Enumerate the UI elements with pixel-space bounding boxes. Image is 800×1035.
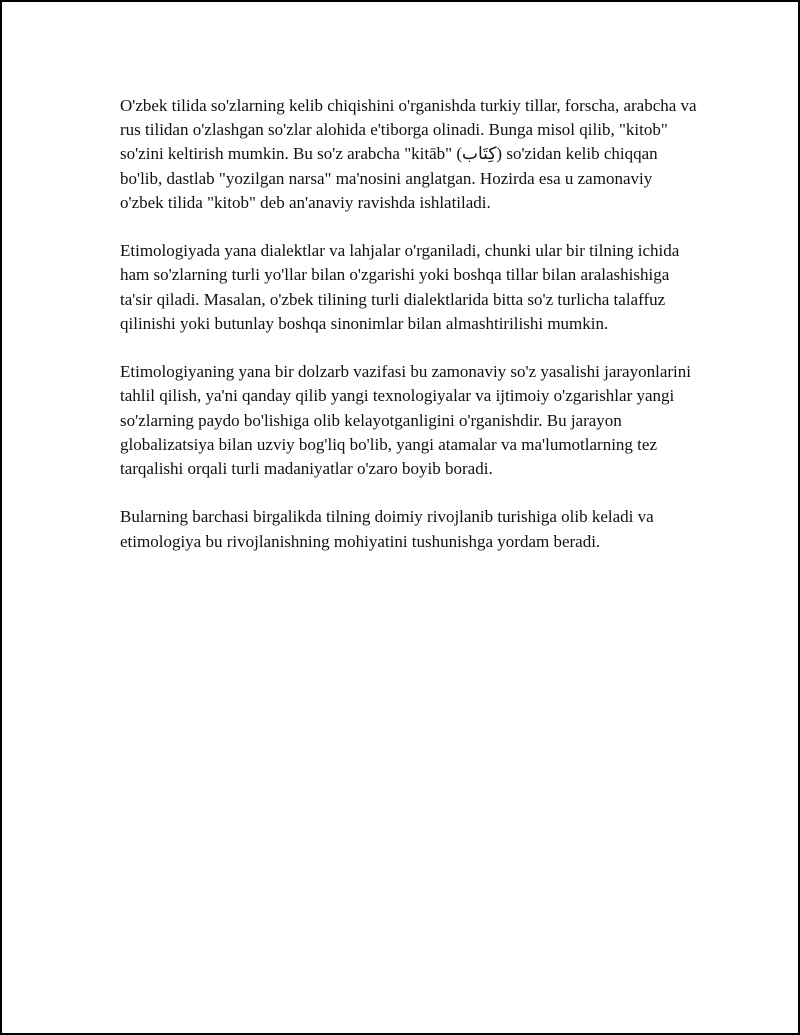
paragraph-1: O'zbek tilida so'zlarning kelib chiqishini o'rganishda turkiy tillar, forscha, arabcha va rus tilidan o'zlashgan so'zlar alohida e'tiborga olinadi. Bunga misol qilib, "kitob" so'zini keltirish mumkin. Bu so'z arabcha "kitāb" (كِتَاب) so'zidan kelib chiqqan bo'lib, dastlab "yozilgan narsa" ma'nosini anglatgan. Hozirda esa u zamonaviy o'zbek tilida "kitob" deb an'anaviy ravishda ishlatiladi. (120, 96, 697, 212)
paragraph-3: Etimologiyaning yana bir dolzarb vazifasi bu zamonaviy so'z yasalishi jarayonlarini tahlil qilish, ya'ni qanday qilib yangi texnologiyalar va ijtimoiy o'zgarishlar yangi so'zlarning paydo bo'lishiga olib kelayotganligini o'rganishdir. Bu jarayon globalizatsiya bilan uzviy bog'liq bo'lib, yangi atamalar va ma'lumotlarning tez tarqalishi orqali turli madaniyatlar o'zaro boyib boradi. (120, 362, 691, 479)
paragraph-4: Bularning barchasi birgalikda tilning doimiy rivojlanib turishiga olib keladi va etimologiya bu rivojlanishning mohiyatini tushunishga yordam beradi. (120, 507, 654, 551)
paragraph-2: Etimologiyada yana dialektlar va lahjalar o'rganiladi, chunki ular bir tilning ichida ham so'zlarning turli yo'llar bilan o'zgarishi yoki boshqa tillar bilan aralashishiga ta'sir qiladi. Masalan, o'zbek tilining turli dialektlarida bitta so'z turlicha talaffuz qilinishi yoki butunlay boshqa sinonimlar bilan almashtirilishi mumkin. (120, 241, 680, 333)
document-body (120, 94, 700, 554)
